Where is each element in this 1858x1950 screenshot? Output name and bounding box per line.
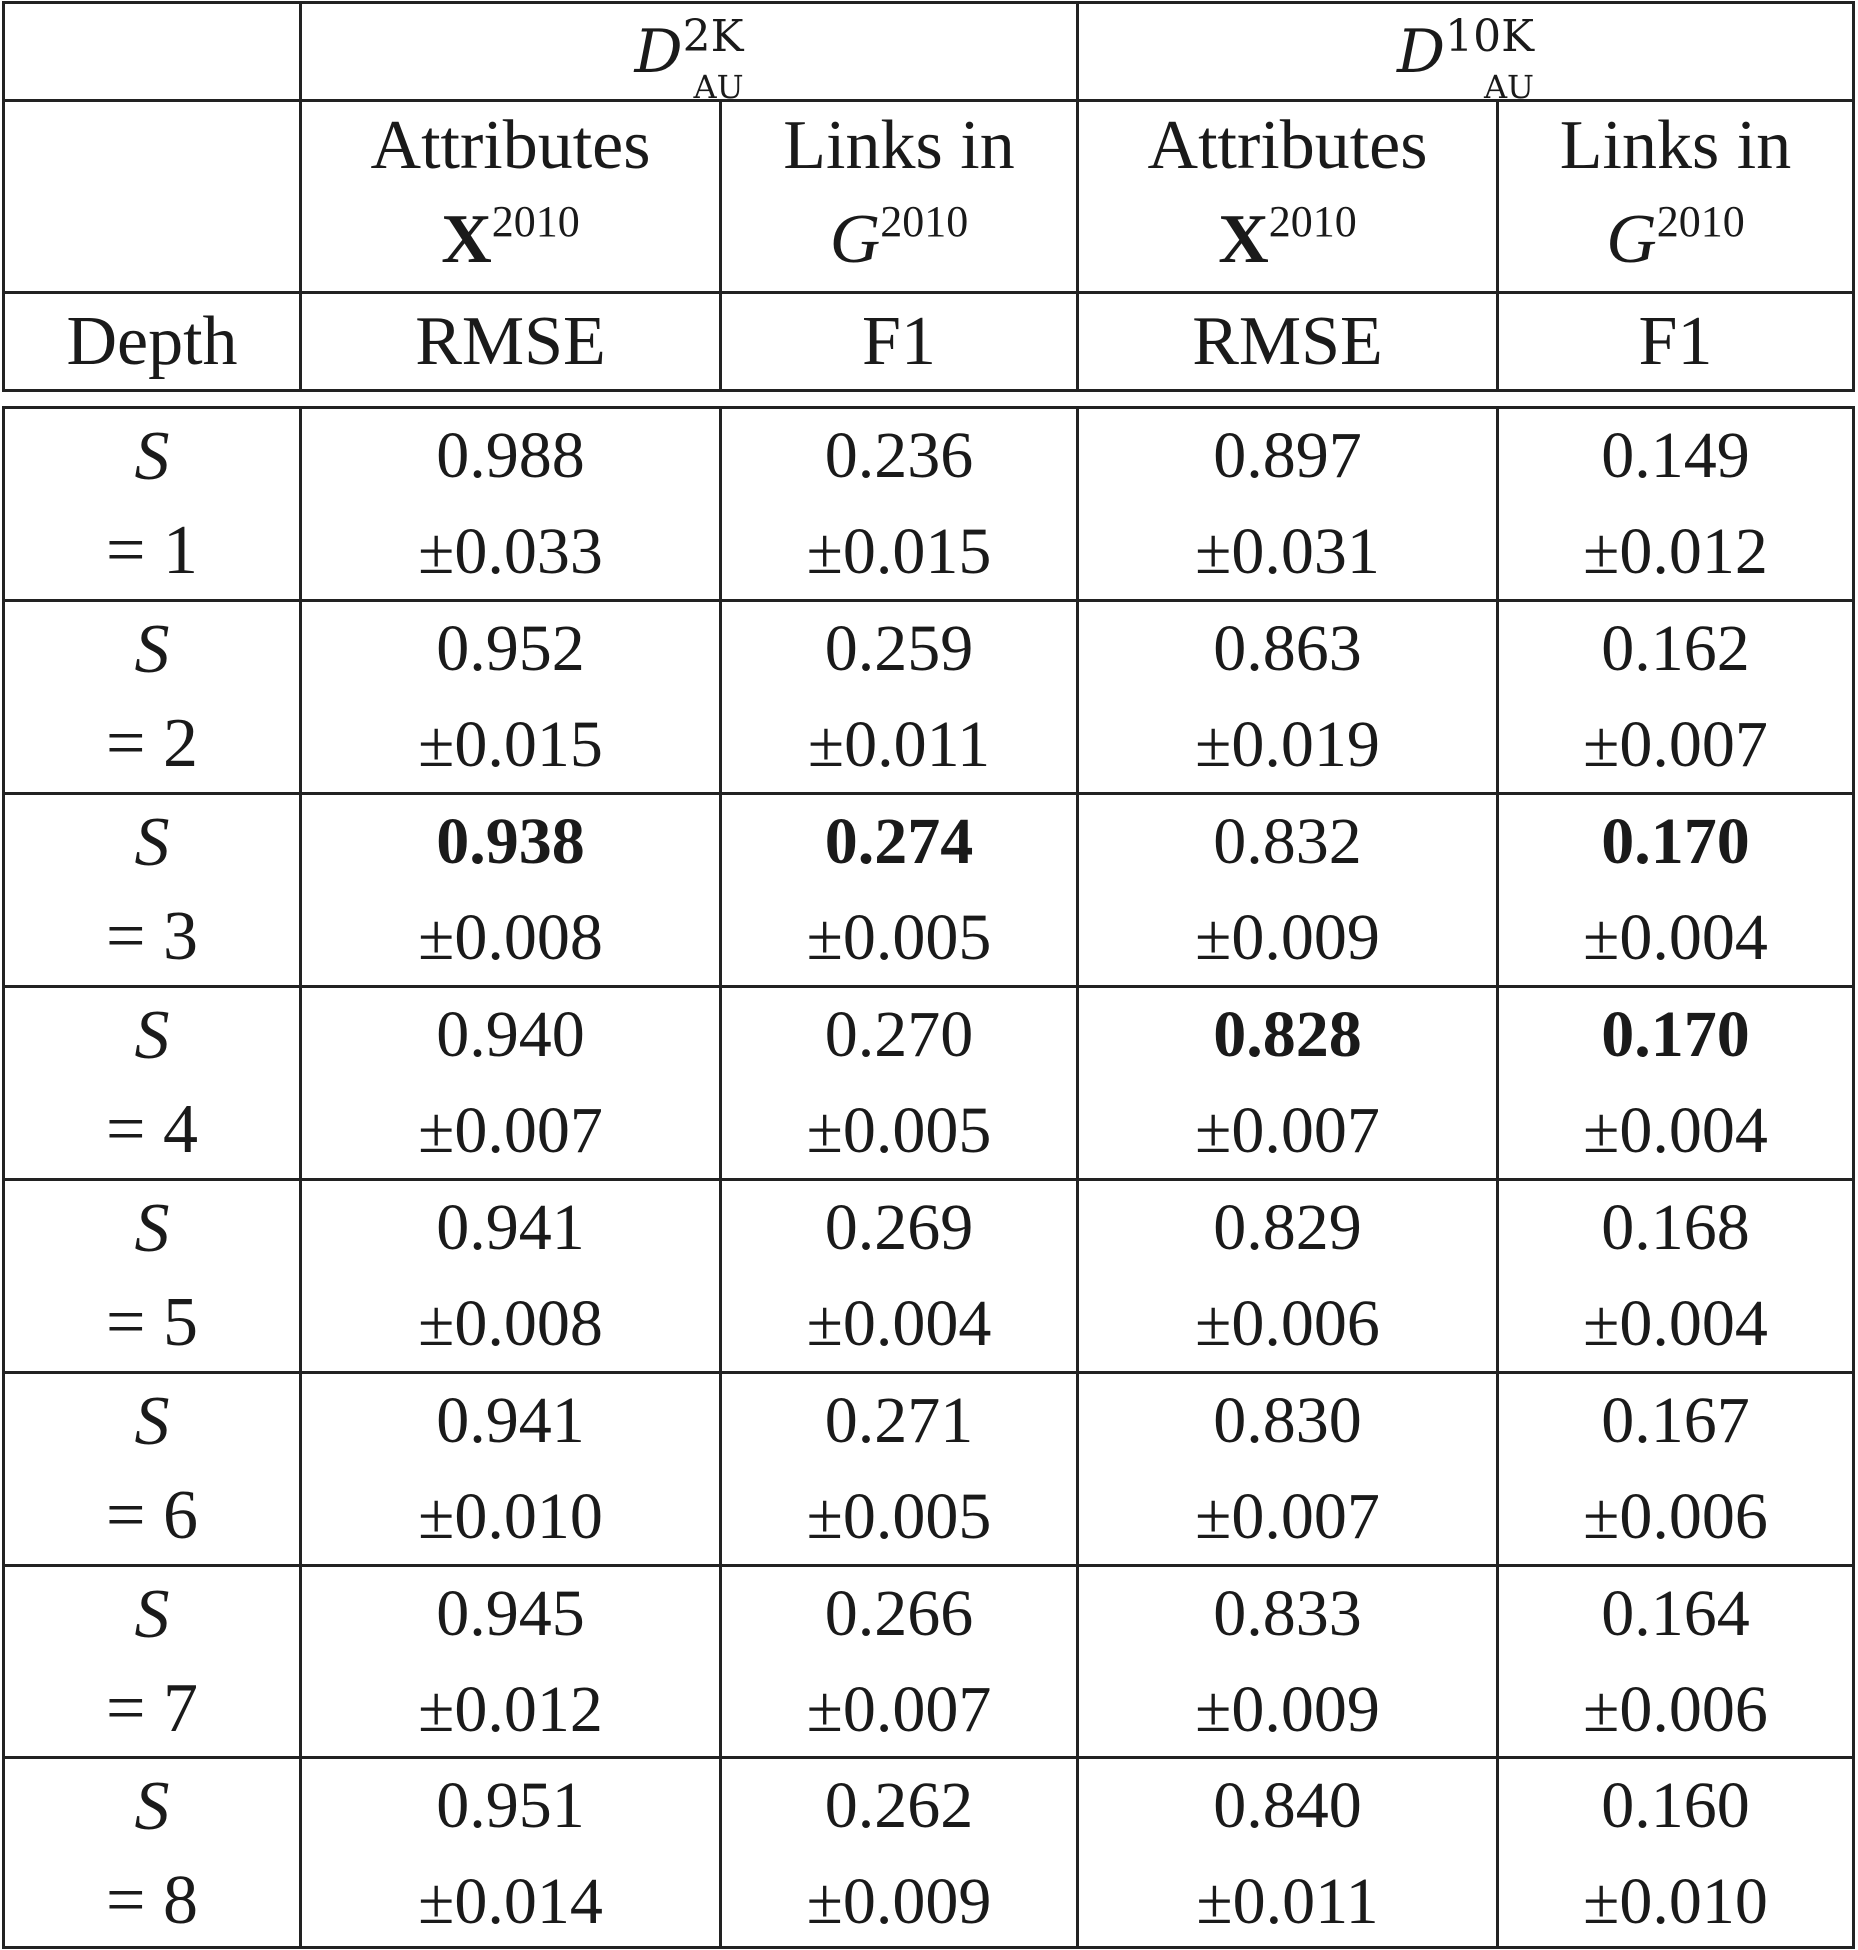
- table-cell: [722, 1374, 1076, 1564]
- dataset-size: 2K: [682, 10, 744, 62]
- mean-value: 0.952: [436, 612, 585, 685]
- year: 2010: [1268, 196, 1357, 246]
- dataset-size: 10K: [1445, 10, 1534, 62]
- table-cell: [1499, 1567, 1852, 1757]
- mean-value: 0.170: [1601, 805, 1750, 878]
- mean-value: 0.938: [436, 805, 585, 878]
- std-value: ±0.005: [806, 1480, 992, 1553]
- std-value: ±0.015: [806, 515, 992, 588]
- mean-value: 0.833: [1213, 1577, 1362, 1650]
- depth-variable: S: [134, 1190, 170, 1267]
- std-value: ±0.004: [1583, 901, 1768, 974]
- depth-label: S = 5: [5, 1181, 299, 1371]
- table-cell: [1079, 1759, 1496, 1949]
- table-cell: [1079, 1567, 1496, 1757]
- mean-value: 0.269: [824, 1191, 974, 1264]
- mean-value: 0.160: [1601, 1769, 1750, 1842]
- dataset-region: AU: [693, 67, 744, 106]
- dataset-region: AU: [1483, 67, 1535, 106]
- depth-variable: S: [134, 997, 170, 1074]
- subheader-label: Links in: [783, 106, 1015, 184]
- table-cell: [1499, 988, 1852, 1178]
- mean-value: 0.941: [436, 1384, 585, 1457]
- std-value: ±0.008: [418, 901, 603, 974]
- depth-variable: S: [134, 1768, 170, 1845]
- mean-value: 0.840: [1213, 1769, 1362, 1842]
- metric-header: RMSE: [415, 302, 606, 380]
- mean-value: 0.149: [1601, 419, 1750, 492]
- group-header-2k: [302, 4, 1076, 106]
- std-value: ±0.019: [1195, 708, 1380, 781]
- std-value: ±0.010: [1583, 1865, 1768, 1938]
- depth-label: S = 3: [5, 795, 299, 985]
- depth-variable: S: [134, 1576, 170, 1653]
- metric-header: RMSE: [1192, 302, 1383, 380]
- metric-header: F1: [1638, 302, 1713, 380]
- std-value: ±0.031: [1195, 515, 1380, 588]
- std-value: ±0.009: [806, 1865, 992, 1938]
- std-value: ±0.011: [1196, 1865, 1379, 1938]
- table-cell: [1079, 409, 1496, 599]
- std-value: ±0.004: [1583, 1094, 1768, 1167]
- std-value: ±0.004: [806, 1287, 992, 1360]
- dataset-symbol: D: [1396, 16, 1446, 87]
- year: 2010: [1656, 196, 1745, 246]
- table-cell: [1499, 602, 1852, 792]
- mean-value: 0.897: [1213, 419, 1362, 492]
- std-value: ±0.014: [418, 1865, 603, 1938]
- table-cell: [1499, 795, 1852, 985]
- rule: [1852, 406, 1855, 1949]
- variable: X: [441, 200, 492, 278]
- mean-value: 0.266: [824, 1577, 974, 1650]
- mean-value: 0.940: [436, 998, 585, 1071]
- table-cell: [722, 409, 1076, 599]
- mean-value: 0.167: [1601, 1384, 1750, 1457]
- table-cell: [302, 409, 719, 599]
- mean-value: 0.164: [1601, 1577, 1750, 1650]
- table-cell: [722, 1567, 1076, 1757]
- std-value: ±0.010: [418, 1480, 603, 1553]
- table-cell: [1079, 1374, 1496, 1564]
- depth-variable: S: [134, 418, 170, 495]
- depth-label: S = 6: [5, 1374, 299, 1564]
- std-value: ±0.005: [806, 1094, 992, 1167]
- std-value: ±0.007: [1583, 708, 1768, 781]
- mean-value: 0.270: [824, 998, 974, 1071]
- std-value: ±0.012: [1583, 515, 1768, 588]
- variable: X: [1218, 200, 1269, 278]
- metric-header: F1: [862, 302, 936, 380]
- std-value: ±0.007: [418, 1094, 603, 1167]
- table-cell: [722, 602, 1076, 792]
- std-value: ±0.012: [418, 1673, 603, 1746]
- std-value: ±0.007: [1195, 1094, 1380, 1167]
- table-cell: [722, 795, 1076, 985]
- group-header-10k: [1079, 4, 1852, 106]
- std-value: ±0.006: [1195, 1287, 1380, 1360]
- subheader-links-2k: [722, 102, 1076, 291]
- mean-value: 0.236: [824, 419, 974, 492]
- std-value: ±0.005: [806, 901, 992, 974]
- std-value: ±0.007: [806, 1673, 992, 1746]
- mean-value: 0.259: [824, 612, 974, 685]
- table-cell: [1079, 795, 1496, 985]
- table-cell: [722, 988, 1076, 1178]
- std-value: ±0.011: [807, 708, 991, 781]
- mean-value: 0.162: [1601, 612, 1750, 685]
- subheader-label: Links in: [1559, 106, 1792, 184]
- subheader-attributes-10k: [1079, 102, 1496, 291]
- table-cell: [302, 1374, 719, 1564]
- mean-value: 0.945: [436, 1577, 585, 1650]
- table-cell: [302, 602, 719, 792]
- table-cell: [302, 988, 719, 1178]
- std-value: ±0.033: [418, 515, 603, 588]
- table-cell: [302, 1567, 719, 1757]
- depth-header: Depth: [66, 302, 238, 380]
- depth-label: S = 4: [5, 988, 299, 1178]
- std-value: ±0.006: [1583, 1673, 1768, 1746]
- mean-value: 0.168: [1601, 1191, 1750, 1264]
- variable: G: [1606, 200, 1657, 278]
- mean-value: 0.271: [824, 1384, 974, 1457]
- mean-value: 0.951: [436, 1769, 585, 1842]
- mean-value: 0.829: [1213, 1191, 1362, 1264]
- subheader-label: Attributes: [1147, 106, 1428, 184]
- subheader-label: Attributes: [370, 106, 651, 184]
- table-cell: [302, 1181, 719, 1371]
- std-value: ±0.009: [1195, 1673, 1380, 1746]
- mean-value: 0.274: [824, 805, 974, 878]
- table-cell: [722, 1181, 1076, 1371]
- depth-label: S = 2: [5, 602, 299, 792]
- std-value: ±0.007: [1195, 1480, 1380, 1553]
- std-value: ±0.004: [1583, 1287, 1768, 1360]
- depth-variable: S: [134, 1383, 170, 1460]
- table-cell: [1499, 1374, 1852, 1564]
- mean-value: 0.170: [1601, 998, 1750, 1071]
- depth-variable: S: [134, 611, 170, 688]
- dataset-symbol: D: [634, 16, 683, 87]
- mean-value: 0.262: [824, 1769, 974, 1842]
- year: 2010: [880, 196, 969, 246]
- table-cell: [1079, 602, 1496, 792]
- std-value: ±0.008: [418, 1287, 603, 1360]
- year: 2010: [491, 196, 580, 246]
- depth-variable: S: [134, 804, 170, 881]
- rule: [2, 389, 1854, 392]
- mean-value: 0.832: [1213, 805, 1362, 878]
- std-value: ±0.006: [1583, 1480, 1768, 1553]
- mean-value: 0.828: [1213, 998, 1362, 1071]
- std-value: ±0.015: [418, 708, 603, 781]
- subheader-links-10k: [1499, 102, 1852, 291]
- table-cell: [1499, 1181, 1852, 1371]
- mean-value: 0.830: [1213, 1384, 1362, 1457]
- rule: [1852, 1, 1855, 392]
- depth-label: S = 8: [5, 1759, 299, 1949]
- table-cell: [302, 795, 719, 985]
- depth-label: S = 1: [5, 409, 299, 599]
- mean-value: 0.988: [436, 419, 585, 492]
- std-value: ±0.009: [1195, 901, 1380, 974]
- table-cell: [1499, 409, 1852, 599]
- table-cell: [1079, 1181, 1496, 1371]
- mean-value: 0.941: [436, 1191, 585, 1264]
- subheader-attributes-2k: [302, 102, 719, 291]
- table-cell: [302, 1759, 719, 1949]
- table-cell: [1499, 1759, 1852, 1949]
- variable: G: [829, 200, 881, 278]
- mean-value: 0.863: [1213, 612, 1362, 685]
- table-cell: [1079, 988, 1496, 1178]
- depth-label: S = 7: [5, 1567, 299, 1757]
- table-cell: [722, 1759, 1076, 1949]
